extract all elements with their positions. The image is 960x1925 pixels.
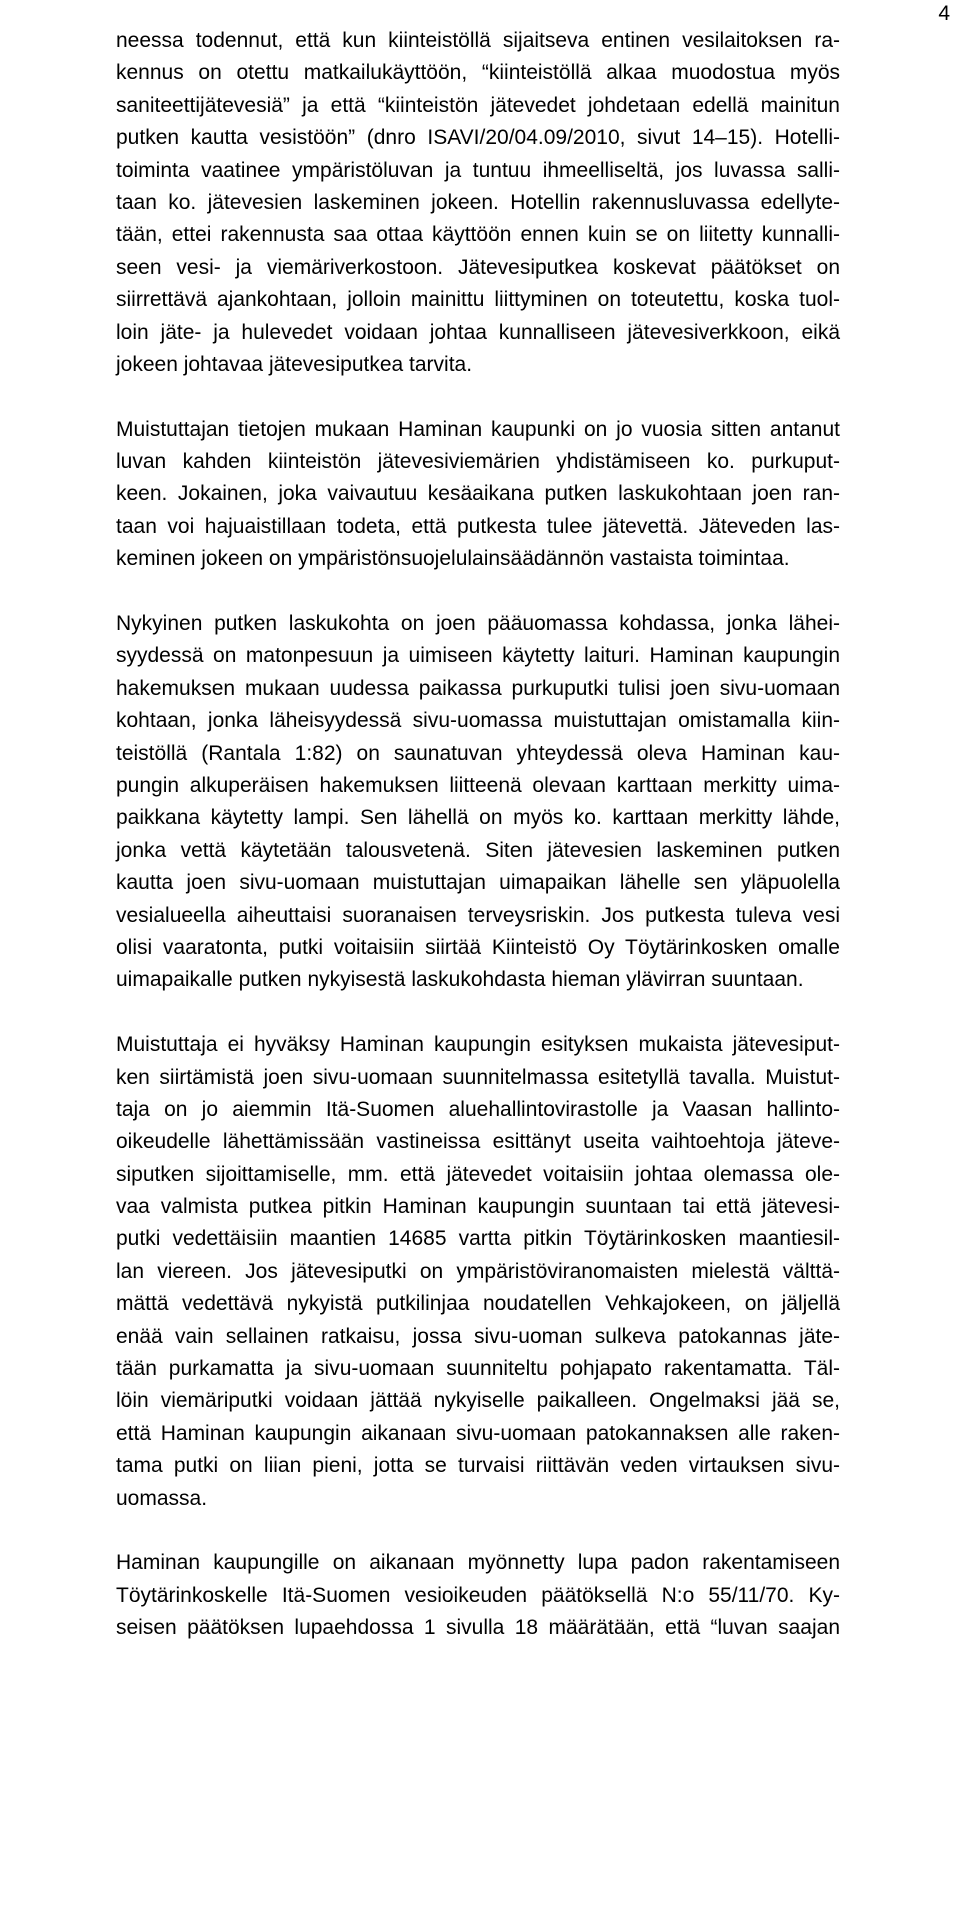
text-line: hakemuksen mukaan uudessa paikassa purkuputki tulisi joen sivu-uomaan bbox=[116, 676, 840, 700]
text-line: neessa todennut, että kun kiinteistöllä sijaitseva entinen vesilaitoksen ra- bbox=[116, 29, 840, 52]
text-line: olisi vaaratonta, putki voitaisiin siirtää Kiinteistö Oy Töytärinkosken omalle bbox=[116, 935, 840, 959]
text-line: taan ko. jätevesien laskeminen jokeen. Hotellin rakennusluvassa edellyte- bbox=[116, 190, 840, 214]
text-line: keen. Jokainen, joka vaivautuu kesäaikana putken laskukohtaan joen ran- bbox=[116, 482, 840, 506]
text-line: kautta joen sivu-uomaan muistuttajan uimapaikan lähelle sen yläpuolella bbox=[116, 871, 840, 895]
text-line: kohtaan, jonka läheisyydessä sivu-uomassa muistuttajan omistamalla kiin- bbox=[116, 709, 840, 733]
text-line: toiminta vaatinee ympäristöluvan ja tuntuu ihmeelliseltä, jos luvassa salli- bbox=[116, 158, 840, 182]
text-line: putki vedettäisiin maantien 14685 vartta pitkin Töytärinkosken maantiesil- bbox=[116, 1227, 840, 1251]
paragraph bbox=[116, 1029, 840, 1515]
text-line: uomassa. bbox=[116, 1486, 208, 1510]
body-text bbox=[116, 25, 840, 1677]
paragraph bbox=[116, 414, 840, 576]
text-line: putken kautta vesistöön” (dnro ISAVI/20/04.09/2010, sivut 14‒15). Hotelli- bbox=[116, 126, 840, 150]
paragraph bbox=[116, 25, 840, 381]
text-line: Nykyinen putken laskukohta on joen pääuomassa kohdassa, jonka lähei- bbox=[116, 612, 840, 636]
text-line: seisen päätöksen lupaehdossa 1 sivulla 18 määrätään, että “luvan saajan bbox=[116, 1616, 840, 1640]
text-line: oikeudelle lähettämissään vastineissa esittänyt useita vaihtoehtoja jäteve- bbox=[116, 1130, 840, 1154]
text-line: tama putki on liian pieni, jotta se turvaisi riittävän veden virtauksen sivu- bbox=[116, 1454, 840, 1478]
paragraph bbox=[116, 608, 840, 997]
text-line: että Haminan kaupungin aikanaan sivu-uomaan patokannaksen alle raken- bbox=[116, 1421, 840, 1445]
text-line: paikkana käytetty lampi. Sen lähellä on myös ko. karttaan merkitty lähde, bbox=[116, 806, 840, 830]
text-line: Muistuttajan tietojen mukaan Haminan kaupunki on jo vuosia sitten antanut bbox=[116, 417, 840, 441]
text-line: siputken sijoittamiselle, mm. että jätevedet voitaisiin johtaa olemassa ole- bbox=[116, 1162, 840, 1186]
text-line: jokeen johtavaa jätevesiputkea tarvita. bbox=[116, 352, 473, 376]
text-line: tään, ettei rakennusta saa ottaa käyttöön ennen kuin se on liitetty kunnalli- bbox=[116, 223, 840, 247]
text-line: ken siirtämistä joen sivu-uomaan suunnitelmassa esitetyllä tavalla. Muistut- bbox=[116, 1065, 840, 1089]
page-number: 4 bbox=[938, 2, 950, 25]
text-line: kennus on otettu matkailukäyttöön, “kiinteistöllä alkaa muodostua myös bbox=[116, 61, 840, 85]
text-line: Töytärinkoskelle Itä-Suomen vesioikeuden päätöksellä N:o 55/11/70. Ky- bbox=[116, 1583, 840, 1607]
text-line: enää vain sellainen ratkaisu, jossa sivu-uoman sulkeva patokannas jäte- bbox=[116, 1324, 840, 1348]
text-line: vaa valmista putkea pitkin Haminan kaupungin suuntaan tai että jätevesi- bbox=[116, 1195, 840, 1219]
text-line: pungin alkuperäisen hakemuksen liitteenä olevaan karttaan merkitty uima- bbox=[116, 773, 840, 797]
text-line: löin viemäriputki voidaan jättää nykyiselle paikalleen. Ongelmaksi jää se, bbox=[116, 1389, 840, 1413]
text-line: siirrettävä ajankohtaan, jolloin mainittu liittyminen on toteutettu, koska tuol- bbox=[116, 288, 840, 312]
text-line: keminen jokeen on ympäristönsuojelulainsäädännön vastaista toimintaa. bbox=[116, 547, 790, 571]
text-line: luvan kahden kiinteistön jätevesiviemärien yhdistämiseen ko. purkuput- bbox=[116, 450, 840, 474]
text-line: saniteettijätevesiä” ja että “kiinteistön jätevedet johdetaan edellä mainitun bbox=[116, 93, 840, 117]
text-line: loin jäte- ja hulevedet voidaan johtaa kunnalliseen jätevesiverkkoon, eikä bbox=[116, 320, 840, 344]
text-line: taan voi hajuaistillaan todeta, että putkesta tulee jätevettä. Jäteveden las- bbox=[116, 514, 840, 538]
text-line: Haminan kaupungille on aikanaan myönnetty lupa padon rakentamiseen bbox=[116, 1551, 840, 1575]
text-line: mättä vedettävä nykyistä putkilinjaa noudatellen Vehkajokeen, on jäljellä bbox=[116, 1292, 840, 1316]
text-line: uimapaikalle putken nykyisestä laskukohdasta hieman ylävirran suuntaan. bbox=[116, 968, 804, 992]
text-line: lan viereen. Jos jätevesiputki on ympäristöviranomaisten mielestä välttä- bbox=[116, 1259, 840, 1283]
text-line: teistöllä (Rantala 1:82) on saunatuvan yhteydessä oleva Haminan kau- bbox=[116, 741, 840, 765]
text-line: syydessä on matonpesuun ja uimiseen käytetty laituri. Haminan kaupungin bbox=[116, 644, 840, 668]
text-line: seen vesi- ja viemäriverkostoon. Jätevesiputkea koskevat päätökset on bbox=[116, 255, 840, 279]
paragraph bbox=[116, 1547, 840, 1644]
text-line: vesialueella aiheuttaisi suoranaisen terveysriskin. Jos putkesta tuleva vesi bbox=[116, 903, 840, 927]
text-line: taja on jo aiemmin Itä-Suomen aluehallintovirastolle ja Vaasan hallinto- bbox=[116, 1097, 840, 1121]
text-line: jonka vettä käytetään talousvetenä. Siten jätevesien laskeminen putken bbox=[116, 838, 840, 862]
text-line: Muistuttaja ei hyväksy Haminan kaupungin esityksen mukaista jätevesiput- bbox=[116, 1033, 840, 1057]
text-line: tään purkamatta ja sivu-uomaan suunniteltu pohjapato rakentamatta. Täl- bbox=[116, 1357, 840, 1381]
